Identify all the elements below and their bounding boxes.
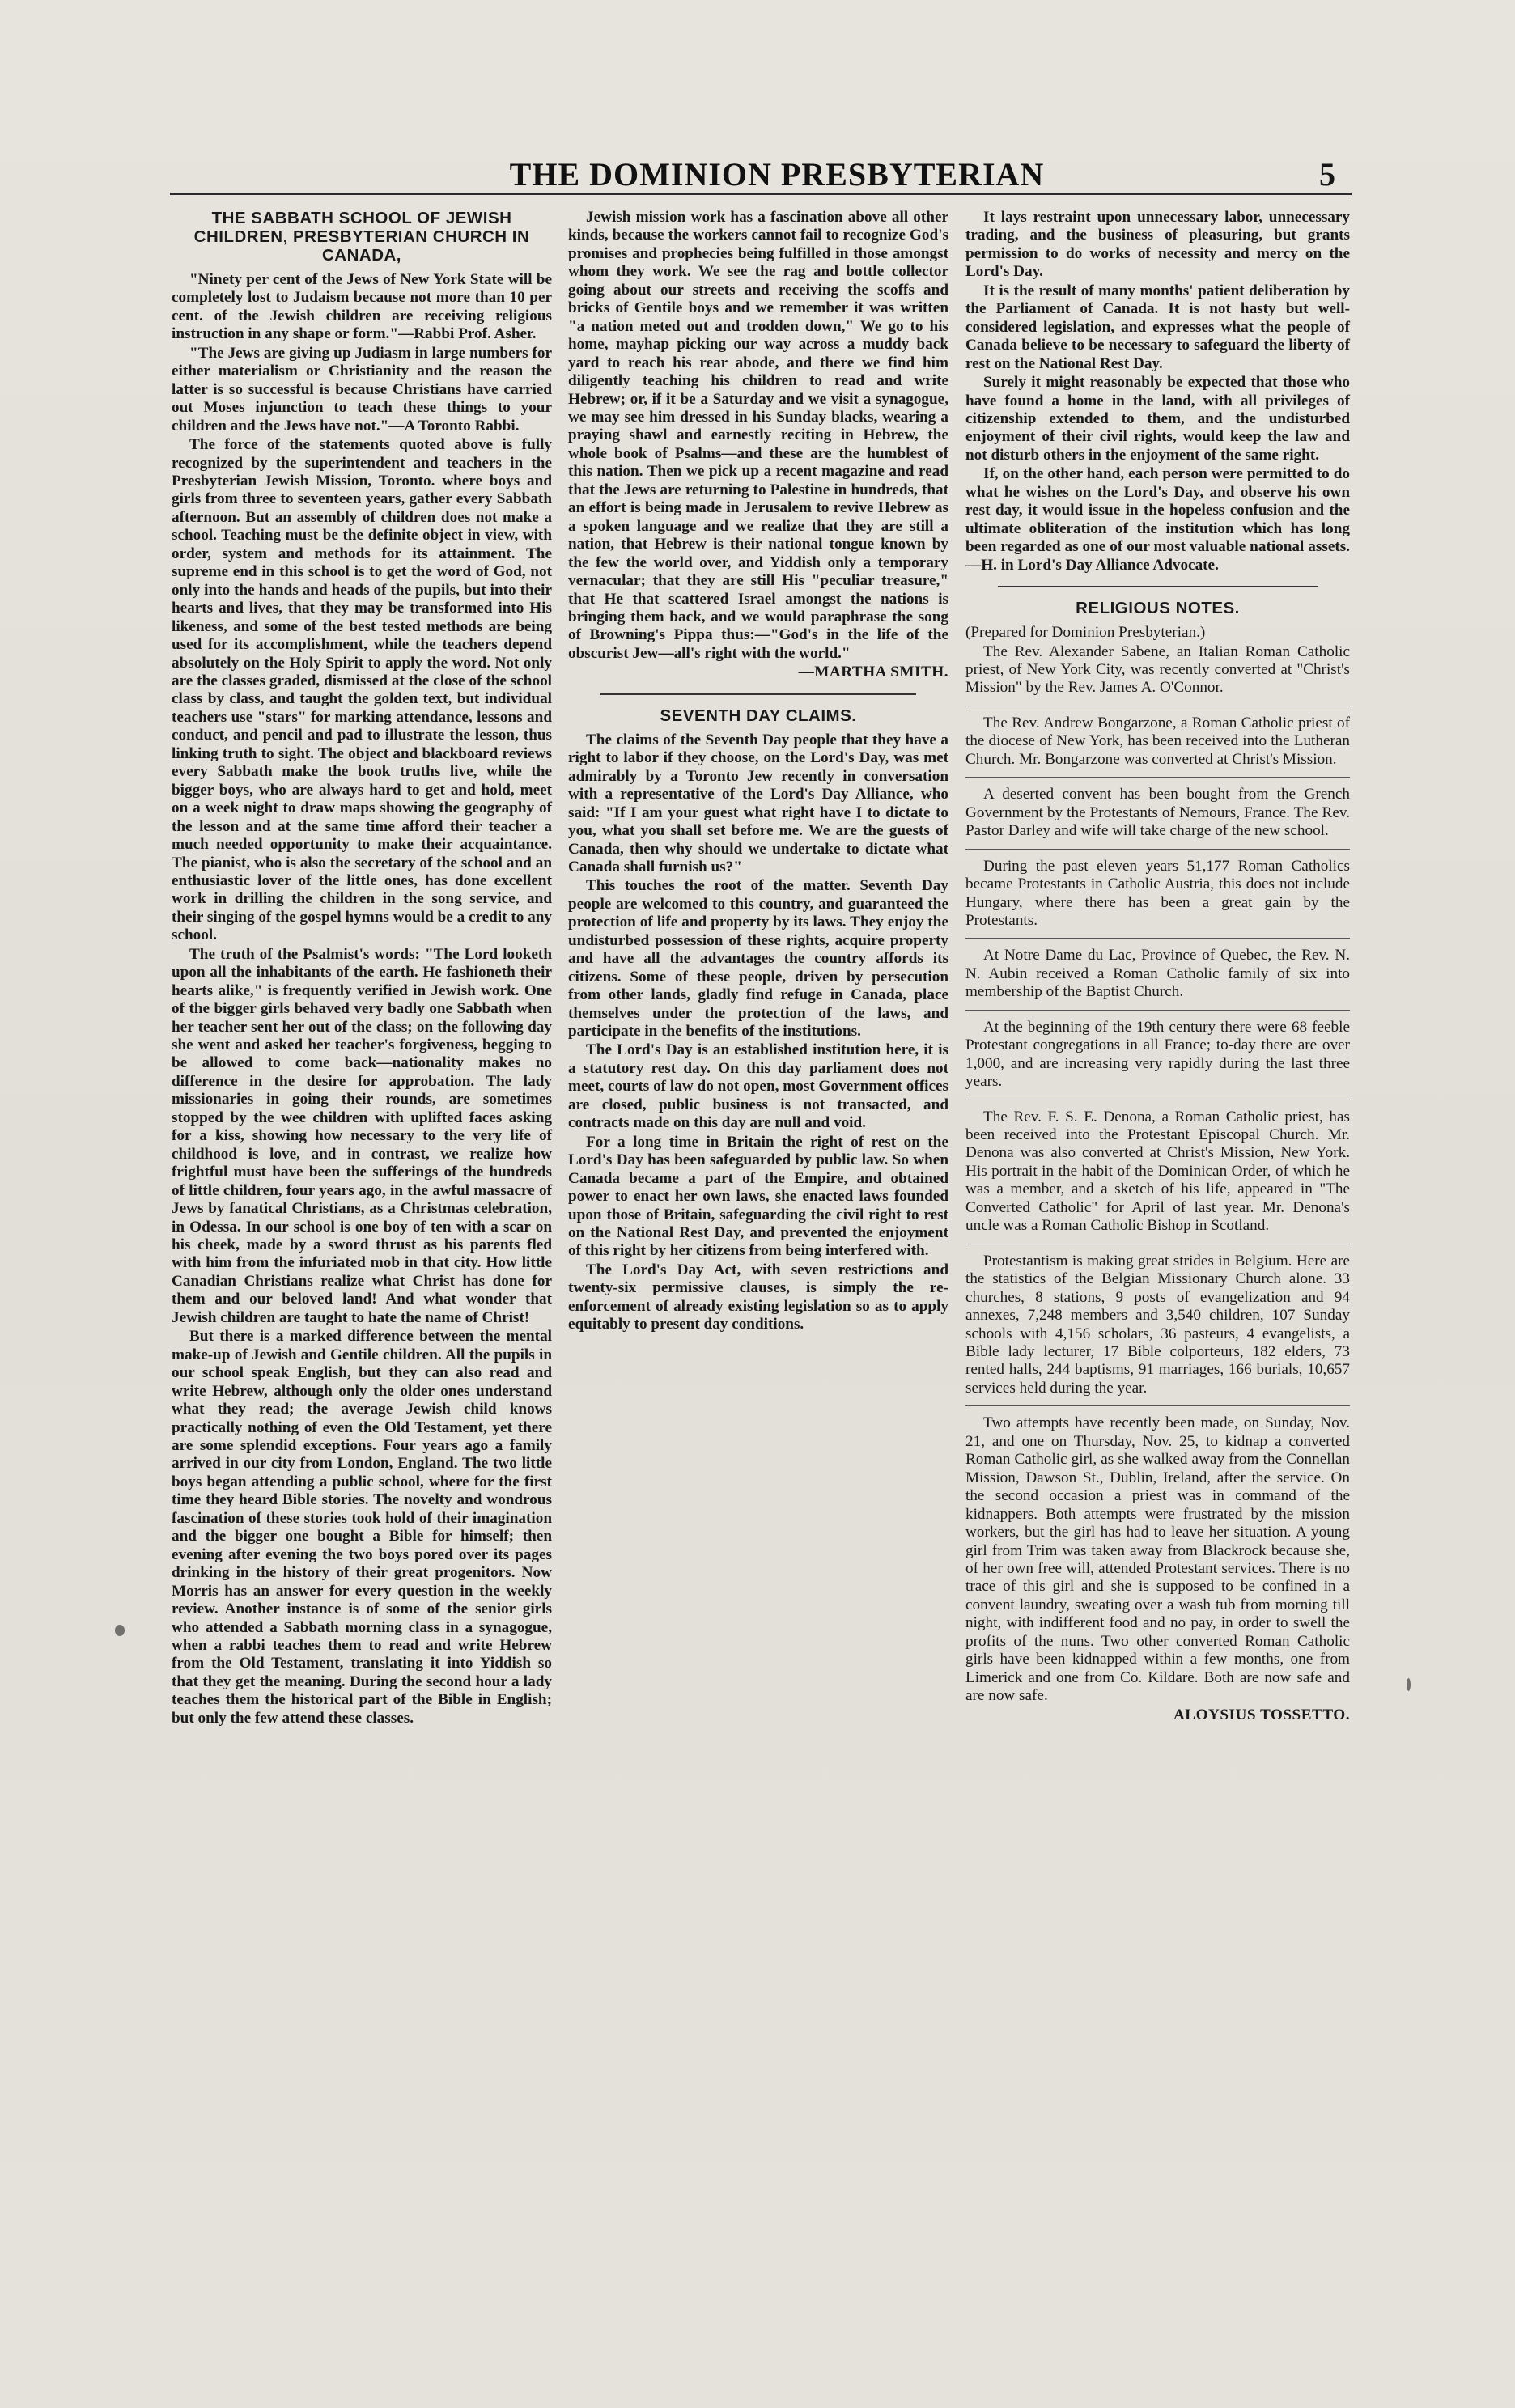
column-1	[172, 209, 552, 1728]
article-paragraph: The Lord's Day is an established institution here, it is a statutory rest day. On this day parliament does not meet, courts of law do not open, most Government offices are closed, public business is not transacted, and contracts made on this day are null and void.	[568, 1041, 948, 1132]
note-paragraph: At the beginning of the 19th century there were 68 feeble Protestant congregations in all France; to-day there are over 1,000, and are increasing very rapidly during the last three years.	[965, 1018, 1350, 1091]
article-paragraph: If, on the other hand, each person were permitted to do what he wishes on the Lord's Day, and observe his own rest day, it would issue in the hopeless confusion and the ultimate obliteration of the institution which has long been regarded as one of our most valuable national assets.—H. in Lord's Day Alliance Advocate.	[965, 465, 1350, 574]
article-paragraph: It is the result of many months' patient deliberation by the Parliament of Canada. It is not hasty but well-considered legislation, and expresses what the people of Canada believe to be necessary to safeguard the liberty of rest on the National Rest Day.	[965, 282, 1350, 372]
article-paragraph: The Lord's Day Act, with seven restrictions and twenty-six permissive clauses, is simply the re-enforcement of already existing legislation so as to apply equitably to present day conditions.	[568, 1261, 948, 1333]
note-paragraph: The Rev. F. S. E. Denona, a Roman Catholic priest, has been received into the Protestant Episcopal Church. Mr. Denona was also converted at Christ's Mission, New York. His portrait in the habit of the Dominican Order, of which he was a member, and a sketch of his life, appeared in "The Converted Catholic" for April of last year. Mr. Denona's uncle was a Roman Catholic Bishop in Scotland.	[965, 1108, 1350, 1235]
note-separator	[965, 938, 1350, 939]
article-paragraph: The claims of the Seventh Day people that they have a right to labor if they choose, on the Lord's Day, was met admirably by a Toronto Jew recently in conversation with a representative of the Lord's Day Alliance, who said: "If I am your guest what right have I to dictate to you, what you shall set before me. We are the guests of Canada, then why should we undertake to dictate what Canada shall furnish us?"	[568, 731, 948, 875]
note-paragraph: Two attempts have recently been made, on Sunday, Nov. 21, and one on Thursday, Nov. 25, to kidnap a converted Roman Catholic girl, as she walked away from the Connellan Mission, Dawson St., Dublin, Ireland, after the service. On the second occasion a priest was in command of the kidnappers. Both attempts were frustrated by the mission workers, but the girl has had to leave her situation. A young girl from Trim was taken away from Blackrock because she, of her own free will, attended Protestant services. There is no trace of this girl and she is supposed to be confined in a convent laundry, sweating over a wash tub from morning till night, with indifferent food and no pay, in order to swell the profits of the nuns. Two other converted Roman Catholic girls have been kidnapped within a few months, one from Limerick and one from Co. Kildare. Both are now safe and are now safe.	[965, 1414, 1350, 1705]
note-separator	[965, 1405, 1350, 1406]
ink-spot	[1407, 1678, 1411, 1691]
article-paragraph: For a long time in Britain the right of rest on the Lord's Day has been safeguarded by public law. So when Canada became a part of the Empire, and obtained power to enact her own laws, she enacted laws founded upon those of Britain, safeguarding the civil right to rest on the National Rest Day, and prevented the enjoyment of this right by her citizens from being interfered with.	[568, 1133, 948, 1260]
article-byline: (Prepared for Dominion Presbyterian.)	[965, 624, 1206, 642]
page-number: 5	[1319, 156, 1335, 193]
article-signature-aloysius-tossetto: ALOYSIUS TOSSETTO.	[1173, 1706, 1350, 1723]
header-rule	[170, 193, 1352, 195]
page-header	[170, 155, 1352, 197]
note-paragraph: The Rev. Alexander Sabene, an Italian Roman Catholic priest, of New York City, was recently converted at "Christ's Mission" by the Rev. James A. O'Connor.	[965, 642, 1350, 697]
note-paragraph: At Notre Dame du Lac, Province of Quebec, the Rev. N. N. Aubin received a Roman Catholic family of six into membership of the Baptist Church.	[965, 947, 1350, 1001]
article-paragraph: This touches the root of the matter. Seventh Day people are welcomed to this country, and guaranteed the protection of life and property by its laws. They enjoy the undisturbed possession of these rights, acquire property and have all the advantages the country affords its citizens. Some of these people, driven by persecution from other lands, gladly find refuge in Canada, place themselves under the protection of the laws, and participate in the benefits of the institutions.	[568, 877, 948, 1041]
article-paragraph: The force of the statements quoted above is fully recognized by the superintendent and teachers in the Presbyterian Jewish Mission, Toronto. where boys and girls from three to seventeen years, gather every Sabbath afternoon. But an assembly of children does not make a school. Teaching must be the definite object in view, with order, system and methods for its attainment. The supreme end in this school is to get the word of God, not only into the hands and heads of the pupils, but into their hearts and lives, that they may be transformed into His likeness, and some of the best tested methods are being used for its accomplishment, while the teachers depend absolutely on the Holy Spirit to apply the word. Not only are the classes graded, dismissed at the close of the school class by class, and taught the golden text, but individual teachers use "stars" for marking attendance, lessons and conduct, and pencil and pad to illustrate the lesson, thus linking truth to sight. The object and blackboard reviews every Sabbath make the book truths live, while the bigger boys, who are always hard to get and hold, meet on a week night to draw maps showing the geography of the lesson and at the same time afford their teacher a much needed opportunity to make their acquaintance. The pianist, who is also the secretary of the school and an enthusiastic lover of the little ones, has done excellent work in drilling the children in the song service, and their singing of the gospel hymns would be a credit to any school.	[172, 436, 552, 944]
column-3	[965, 209, 1350, 1724]
article-paragraph: Jewish mission work has a fascination above all other kinds, because the workers cannot fail to recognize God's promises and prophecies being fulfilled in those amongst whom they work. We see the rag and bottle collector going about our streets and receiving the scoffs and bricks of Gentile boys and we remember it was written "a nation meted out and trodden down," We go to his home, mayhap picking our way across a muddy back yard to reach his rear abode, and there we find him diligently teaching his children to read and write Hebrew; or, if it be a Saturday and we visit a synagogue, we may see him dressed in his Sunday blacks, wearing a praying shawl and earnestly reciting in Hebrew, the whole book of Psalms—and these are the humblest of this nation. Then we pick up a recent magazine and read that the Jews are returning to Palestine in hundreds, that an effort is being made in Jerusalem to revive Hebrew as a spoken language and we realize that they are still a nation, that Hebrew is their national tongue known by the few the world over, and Yiddish only a temporary vernacular; that they are still His "peculiar treasure," that He that scattered Israel amongst the nations is bringing them back, and we would paraphrase the song of Browning's Pippa thus:—"God's in the life of the obscurist Jew—all's right with the world."	[568, 209, 948, 662]
article-title-jewish-children: THE SABBATH SCHOOL OF JEWISH CHILDREN, PRESBYTERIAN CHURCH IN CANADA,	[193, 209, 530, 265]
article-title-seventh-day: SEVENTH DAY CLAIMS.	[660, 706, 857, 725]
note-paragraph: A deserted convent has been bought from the Grench Government by the Protestants of Nemours, France. The Rev. Pastor Darley and wife will take charge of the new school.	[965, 786, 1350, 840]
article-title-religious-notes: RELIGIOUS NOTES.	[1076, 599, 1240, 618]
ink-spot	[115, 1625, 125, 1636]
note-separator	[965, 1010, 1350, 1011]
article-paragraph: Surely it might reasonably be expected that those who have found a home in the land, with all privileges of citizenship extended to them, and the undisturbed enjoyment of their civil rights, would keep the law and not disturb others in the enjoyment of the same right.	[965, 374, 1350, 464]
column-2	[568, 209, 948, 1334]
article-signature-martha-smith: —MARTHA SMITH.	[798, 663, 948, 681]
newspaper-title: THE DOMINION PRESBYTERIAN	[509, 156, 1045, 193]
note-separator	[965, 777, 1350, 778]
note-paragraph: The Rev. Andrew Bongarzone, a Roman Catholic priest of the diocese of New York, has been received into the Lutheran Church. Mr. Bongarzone was converted at Christ's Mission.	[965, 714, 1350, 768]
article-paragraph: "The Jews are giving up Judiasm in large numbers for either materialism or Christianity and the reason the latter is so successful is because Christians have carried out Moses injunction to teach these things to your children and the Jews have not."—A Toronto Rabbi.	[172, 344, 552, 435]
article-paragraph: "Ninety per cent of the Jews of New York State will be completely lost to Judaism because not more than 10 per cent. of the Jewish children are receiving religious instruction in any shape or form."—Rabbi Prof. Asher.	[172, 271, 552, 343]
article-paragraph: But there is a marked difference between the mental make-up of Jewish and Gentile children. All the pupils in our school speak English, but they can also read and write Hebrew, although only the older ones understand what they read; the average Jewish child knows practically nothing of even the Old Testament, yet there are some splendid exceptions. Four years ago a family arrived in our city from London, England. The two little boys began attending a public school, where for the first time they heard Bible stories. The novelty and wondrous fascination of these stories took hold of their imagination and the bigger one bought a Bible for himself; then evening after evening the two boys pored over its pages drinking in the history of their great progenitors. Now Morris has an answer for every question in the weekly review. Another instance is of some of the senior girls who attended a Sabbath morning class in a synagogue, when a rabbi teaches them to read and write Hebrew from the Old Testament, translating it into Yiddish so that they get the meaning. During the second hour a lady teaches them the historical part of the Bible in English; but only the few attend these classes.	[172, 1328, 552, 1727]
article-paragraph: The truth of the Psalmist's words: "The Lord looketh upon all the inhabitants of the earth. He fashioneth their hearts alike," is frequently verified in Jewish work. One of the bigger girls behaved very badly one Sabbath when her teacher sent her out of the class; on the following day she went and asked her teacher's forgiveness, begging to be allowed to come back—nationality makes no difference in the desire for approbation. The lady missionaries in going their rounds, are sometimes stopped by the wee children with uplifted faces asking for a kiss, showing how necessary to the very life of childhood is love, and in contrast, we realize how frightful must have been the sufferings of the hundreds of little children, four years ago, in the awful massacre of Jews by fanatical Christians, as a Christmas celebration, in Odessa. In our school is one boy of ten with a scar on his cheek, made by a sword thrust as his parents fled with him from the infuriated mob in that city. How little Canadian Christians realize what Christ has done for them and our beloved land! And what wonder that Jewish children are taught to hate the name of Christ!	[172, 945, 552, 1326]
article-paragraph: It lays restraint upon unnecessary labor, unnecessary trading, and the business of pleasuring, but grants permission to do works of necessity and mercy on the Lord's Day.	[965, 209, 1350, 281]
note-paragraph: Protestantism is making great strides in Belgium. Here are the statistics of the Belgian Missionary Church alone. 33 churches, 8 stations, 9 posts of evangelization and 94 annexes, 7,248 members and 3,540 children, 107 Sunday schools with 4,156 scholars, 36 pasteurs, 4 evangelists, a Bible lady lecturer, 17 Bible colporteurs, 182 elders, 73 rented halls, 244 baptisms, 91 marriages, 166 burials, 10,657 services held during the year.	[965, 1252, 1350, 1397]
note-paragraph: During the past eleven years 51,177 Roman Catholics became Protestants in Catholic Austria, this does not include Hungary, where there has been a great gain by the Protestants.	[965, 857, 1350, 929]
note-separator	[965, 849, 1350, 850]
